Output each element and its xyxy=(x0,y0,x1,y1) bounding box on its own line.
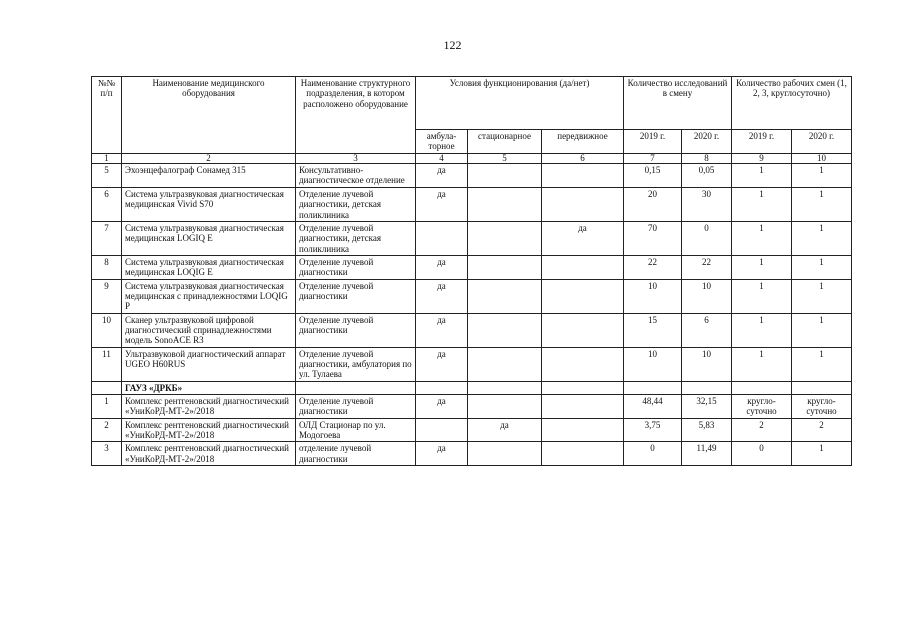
studies-2019: 0 xyxy=(624,442,682,466)
stationary-value xyxy=(468,347,542,381)
row-number: 9 xyxy=(92,279,122,313)
studies-2019: 22 xyxy=(624,255,682,279)
row-number: 11 xyxy=(92,347,122,381)
ambulatory-value: да xyxy=(416,187,468,221)
column-numbers-row xyxy=(92,153,852,163)
unit-name: Отделение лучевой диагностики xyxy=(296,313,416,347)
stationary-value: да xyxy=(468,418,542,442)
mobile-value xyxy=(542,313,624,347)
mobile-value xyxy=(542,418,624,442)
mobile-value xyxy=(542,442,624,466)
section-row xyxy=(92,381,852,394)
header-stationary: стационарное xyxy=(468,130,542,154)
equipment-name: Эхоэнцефалограф Сонамед 315 xyxy=(122,164,296,188)
unit-name: ОЛД Стационар по ул. Модогоева xyxy=(296,418,416,442)
mobile-value xyxy=(542,164,624,188)
row-number: 5 xyxy=(92,164,122,188)
stationary-value xyxy=(468,313,542,347)
studies-2019: 10 xyxy=(624,347,682,381)
header-studies-2019: 2019 г. xyxy=(624,130,682,154)
header-ambulatory: амбула-торное xyxy=(416,130,468,154)
equipment-name: Комплекс рентгеновский диагностический «УниКоРД-МТ-2»/2018 xyxy=(122,395,296,419)
mobile-value xyxy=(542,187,624,221)
table-row xyxy=(92,418,852,442)
shifts-2019: 1 xyxy=(732,164,792,188)
mobile-value xyxy=(542,279,624,313)
header-unit: Наименование структурного подразделения, в котором расположено оборудование xyxy=(296,77,416,154)
ambulatory-value: да xyxy=(416,313,468,347)
mobile-value: да xyxy=(542,221,624,255)
unit-name: Консультативно-диагностическое отделение xyxy=(296,164,416,188)
equipment-table xyxy=(91,76,852,466)
section-empty-cell xyxy=(542,381,624,394)
shifts-2020: 1 xyxy=(792,221,852,255)
unit-name: Отделение лучевой диагностики, детская поликлиника xyxy=(296,187,416,221)
header-shifts: Количество рабочих смен (1, 2, 3, круглосуточно) xyxy=(732,77,852,130)
ambulatory-value: да xyxy=(416,279,468,313)
column-number: 4 xyxy=(416,153,468,163)
header-shifts-2019: 2019 г. xyxy=(732,130,792,154)
ambulatory-value: да xyxy=(416,164,468,188)
shifts-2019: кругло-суточно xyxy=(732,395,792,419)
equipment-name: Ультразвуковой диагностический аппарат UGEO H60RUS xyxy=(122,347,296,381)
row-number: 10 xyxy=(92,313,122,347)
column-number: 8 xyxy=(682,153,732,163)
header-row-top xyxy=(92,77,852,130)
studies-2020: 10 xyxy=(682,279,732,313)
unit-name: Отделение лучевой диагностики, детская поликлиника xyxy=(296,221,416,255)
studies-2020: 22 xyxy=(682,255,732,279)
shifts-2019: 1 xyxy=(732,221,792,255)
stationary-value xyxy=(468,255,542,279)
shifts-2019: 1 xyxy=(732,187,792,221)
column-number: 1 xyxy=(92,153,122,163)
studies-2019: 48,44 xyxy=(624,395,682,419)
equipment-name: Система ультразвуковая диагностическая медицинская LOGIQ E xyxy=(122,221,296,255)
row-number: 2 xyxy=(92,418,122,442)
studies-2019: 0,15 xyxy=(624,164,682,188)
mobile-value xyxy=(542,347,624,381)
ambulatory-value xyxy=(416,221,468,255)
shifts-2019: 1 xyxy=(732,313,792,347)
unit-name: отделение лучевой диагностики xyxy=(296,442,416,466)
column-number: 9 xyxy=(732,153,792,163)
shifts-2020: 1 xyxy=(792,347,852,381)
row-number: 7 xyxy=(92,221,122,255)
ambulatory-value: да xyxy=(416,255,468,279)
header-studies: Количество исследований в смену xyxy=(624,77,732,130)
stationary-value xyxy=(468,279,542,313)
equipment-name: Комплекс рентгеновский диагностический «УниКоРД-МТ-2»/2018 xyxy=(122,418,296,442)
section-empty-cell xyxy=(792,381,852,394)
column-number: 5 xyxy=(468,153,542,163)
shifts-2020: 1 xyxy=(792,164,852,188)
equipment-name: Сканер ультразвуковой цифровой диагностический спринадлежностями модель SonoACE R3 xyxy=(122,313,296,347)
shifts-2020: 1 xyxy=(792,187,852,221)
ambulatory-value: да xyxy=(416,347,468,381)
row-number: 3 xyxy=(92,442,122,466)
shifts-2020: кругло-суточно xyxy=(792,395,852,419)
studies-2019: 70 xyxy=(624,221,682,255)
shifts-2019: 1 xyxy=(732,279,792,313)
table-row xyxy=(92,395,852,419)
mobile-value xyxy=(542,255,624,279)
row-number: 8 xyxy=(92,255,122,279)
studies-2020: 30 xyxy=(682,187,732,221)
column-number: 2 xyxy=(122,153,296,163)
mobile-value xyxy=(542,395,624,419)
header-num: №№ п/п xyxy=(92,77,122,154)
shifts-2019: 1 xyxy=(732,255,792,279)
stationary-value xyxy=(468,187,542,221)
studies-2020: 10 xyxy=(682,347,732,381)
equipment-name: Система ультразвуковая диагностическая медицинская LOQIG E xyxy=(122,255,296,279)
column-number: 7 xyxy=(624,153,682,163)
ambulatory-value: да xyxy=(416,395,468,419)
studies-2020: 0 xyxy=(682,221,732,255)
stationary-value xyxy=(468,221,542,255)
header-studies-2020: 2020 г. xyxy=(682,130,732,154)
header-mobile: передвижное xyxy=(542,130,624,154)
column-number: 3 xyxy=(296,153,416,163)
studies-2020: 0,05 xyxy=(682,164,732,188)
table-row xyxy=(92,313,852,347)
shifts-2020: 1 xyxy=(792,442,852,466)
header-equipment-name: Наименование медицинского оборудования xyxy=(122,77,296,154)
section-empty-cell xyxy=(468,381,542,394)
shifts-2019: 0 xyxy=(732,442,792,466)
section-empty-cell xyxy=(682,381,732,394)
section-empty-cell xyxy=(296,381,416,394)
column-number: 10 xyxy=(792,153,852,163)
table-row xyxy=(92,187,852,221)
section-title: ГАУЗ «ДРКБ» xyxy=(122,381,296,394)
column-number: 6 xyxy=(542,153,624,163)
section-empty-cell xyxy=(732,381,792,394)
section-empty-cell xyxy=(416,381,468,394)
table-row xyxy=(92,255,852,279)
equipment-name: Система ультразвуковая диагностическая медицинская Vivid S70 xyxy=(122,187,296,221)
studies-2019: 20 xyxy=(624,187,682,221)
shifts-2020: 2 xyxy=(792,418,852,442)
row-number: 1 xyxy=(92,395,122,419)
unit-name: Отделение лучевой диагностики, амбулатория по ул. Тулаева xyxy=(296,347,416,381)
ambulatory-value xyxy=(416,418,468,442)
equipment-name: Комплекс рентгеновский диагностический «УниКоРД-МТ-2»/2018 xyxy=(122,442,296,466)
studies-2020: 11,49 xyxy=(682,442,732,466)
table-row xyxy=(92,221,852,255)
unit-name: Отделение лучевой диагностики xyxy=(296,255,416,279)
ambulatory-value: да xyxy=(416,442,468,466)
studies-2019: 3,75 xyxy=(624,418,682,442)
stationary-value xyxy=(468,395,542,419)
header-conditions: Условия функционирования (да/нет) xyxy=(416,77,624,130)
section-num-cell xyxy=(92,381,122,394)
studies-2020: 5,83 xyxy=(682,418,732,442)
shifts-2020: 1 xyxy=(792,279,852,313)
stationary-value xyxy=(468,442,542,466)
unit-name: Отделение лучевой диагностики xyxy=(296,279,416,313)
unit-name: Отделение лучевой диагностики xyxy=(296,395,416,419)
page-number: 122 xyxy=(443,38,462,52)
studies-2019: 10 xyxy=(624,279,682,313)
stationary-value xyxy=(468,164,542,188)
shifts-2019: 1 xyxy=(732,347,792,381)
studies-2020: 6 xyxy=(682,313,732,347)
shifts-2019: 2 xyxy=(732,418,792,442)
section-empty-cell xyxy=(624,381,682,394)
shifts-2020: 1 xyxy=(792,255,852,279)
studies-2019: 15 xyxy=(624,313,682,347)
equipment-name: Система ультразвуковая диагностическая медицинская с принадлежностями LOQIG P xyxy=(122,279,296,313)
header-shifts-2020: 2020 г. xyxy=(792,130,852,154)
table-row xyxy=(92,442,852,466)
shifts-2020: 1 xyxy=(792,313,852,347)
row-number: 6 xyxy=(92,187,122,221)
table-row xyxy=(92,279,852,313)
table-row xyxy=(92,164,852,188)
studies-2020: 32,15 xyxy=(682,395,732,419)
table-row xyxy=(92,347,852,381)
